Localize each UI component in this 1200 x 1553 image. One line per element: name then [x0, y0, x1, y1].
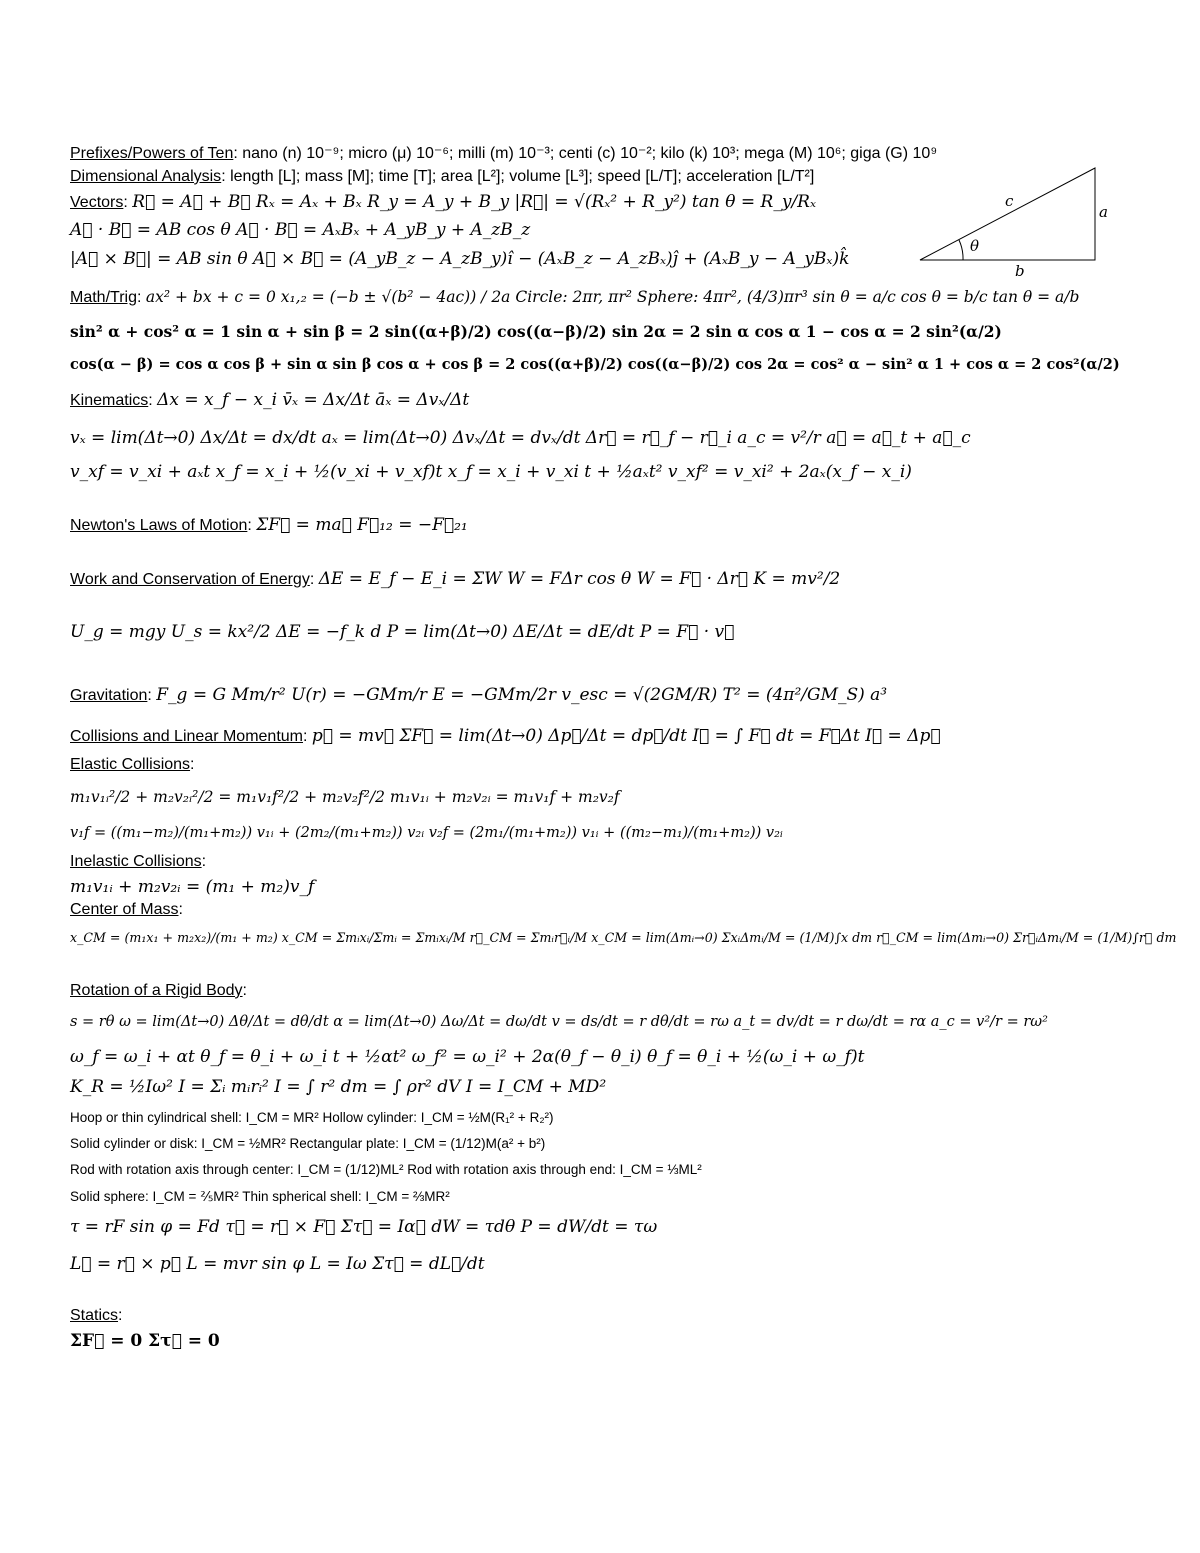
- elastic-heading-row: Elastic Collisions:: [70, 756, 195, 773]
- kinematics-row-1: Kinematics: Δx = x_f − x_i v̄ₓ = Δx/Δt āₓ = Δvₓ/Δt: [70, 390, 470, 410]
- center-heading: Center of Mass: [70, 901, 179, 918]
- center-row: [70, 927, 1176, 949]
- moment-solid-row: [70, 1133, 545, 1155]
- prefixes-text: : nano (n) 10⁻⁹; micro (μ) 10⁻⁶; milli (m) 10⁻³; centi (c) 10⁻²; kilo (k) 10³; mega (M) 10⁶; giga (G) 10⁹: [233, 145, 938, 162]
- triangle-angle-label: θ: [970, 237, 980, 255]
- vectors-heading: Vectors: [70, 194, 124, 211]
- statics-row: [70, 1330, 220, 1353]
- elastic-heading: Elastic Collisions: [70, 756, 191, 773]
- rotation-heading-row: Rotation of a Rigid Body:: [70, 982, 247, 999]
- work-heading: Work and Conservation of Energy: [70, 571, 310, 588]
- dimensional-heading: Dimensional Analysis: [70, 168, 222, 185]
- gravitation-row: Gravitation: F_g = G Mm/r² U(r) = −GMm/r E = −GMm/2r v_esc = √(2GM/R) T² = (4π²/GM_S) a³: [70, 685, 888, 705]
- moment-hoop-row: [70, 1107, 554, 1129]
- newton-row: Newton's Laws of Motion: ΣF⃗ = ma⃗ F⃗₁₂ = −F⃗₂₁: [70, 515, 468, 535]
- inelastic-row: [70, 876, 314, 899]
- center-formula: x_CM = (m₁x₁ + m₂x₂)/(m₁ + m₂) x_CM = Σmᵢxᵢ/Σmᵢ = Σmᵢxᵢ/M r⃗_CM = Σmᵢr⃗ᵢ/M x_CM = lim(Δmᵢ→0) ΣxᵢΔmᵢ/M = (1/M)∫x dm r⃗_CM = lim(Δmᵢ→0) Σr⃗ᵢΔmᵢ/M = (1/M)∫r⃗ dm: [70, 930, 1177, 945]
- inelastic-formula: m₁v₁ᵢ + m₂v₂ᵢ = (m₁ + m₂)v_f: [70, 877, 315, 897]
- statics-formula: ΣF⃗ = 0 Στ⃗ = 0: [70, 1331, 220, 1351]
- elastic-row-1: [70, 786, 620, 809]
- collisions-heading: Collisions and Linear Momentum: [70, 728, 303, 745]
- kinematics-formula-3: v_xf = v_xi + aₓt x_f = x_i + ½(v_xi + v_xf)t x_f = x_i + v_xi t + ½aₓt² v_xf² = v_xi² + 2aₓ(x_f − x_i): [70, 462, 912, 482]
- dimensional-row: [70, 166, 814, 188]
- rotation-formula-1: s = rθ ω = lim(Δt→0) Δθ/Δt = dθ/dt α = lim(Δt→0) Δω/Δt = dω/dt v = ds/dt = r dθ/dt = rω a_t = dv/dt = r dω/dt = rα a_c = v²/r = rω²: [70, 1014, 1048, 1030]
- rotation-row-3: [70, 1076, 606, 1099]
- newton-heading: Newton's Laws of Motion: [70, 517, 248, 534]
- rotation-heading: Rotation of a Rigid Body: [70, 982, 243, 999]
- moment-rod-row: [70, 1159, 702, 1181]
- work-formula-1: ΔE = E_f − E_i = ΣW W = FΔr cos θ W = F⃗ · Δr⃗ K = mv²/2: [318, 569, 841, 589]
- moment-hoop-text: Hoop or thin cylindrical shell: I_CM = MR² Hollow cylinder: I_CM = ½M(R₁² + R₂²): [70, 1110, 554, 1125]
- statics-heading: Statics: [70, 1307, 119, 1324]
- gravitation-formula: F_g = G Mm/r² U(r) = −GMm/r E = −GMm/2r v_esc = √(2GM/R) T² = (4π²/GM_S) a³: [156, 685, 888, 705]
- trig-formula-1: ax² + bx + c = 0 x₁,₂ = (−b ± √(b² − 4ac)) / 2a Circle: 2πr, πr² Sphere: 4πr², (4/3)πr³ sin θ = a/c cos θ = b/c tan θ = a/b: [145, 288, 1080, 306]
- trig-row-2: [70, 321, 1002, 344]
- collisions-row: Collisions and Linear Momentum: p⃗ = mv⃗ ΣF⃗ = lim(Δt→0) Δp⃗/Δt = dp⃗/dt I⃗ = ∫ F⃗ dt = F⃗Δt I⃗ = Δp⃗: [70, 726, 941, 746]
- elastic-formula-1: m₁v₁ᵢ²/2 + m₂v₂ᵢ²/2 = m₁v₁f²/2 + m₂v₂f²/2 m₁v₁ᵢ + m₂v₂ᵢ = m₁v₁f + m₂v₂f: [70, 788, 620, 806]
- kinematics-row-3: [70, 461, 912, 484]
- vectors-row-3: [70, 248, 849, 271]
- gravitation-heading: Gravitation: [70, 687, 148, 704]
- work-row-1: Work and Conservation of Energy: ΔE = E_f − E_i = ΣW W = FΔr cos θ W = F⃗ · Δr⃗ K = mv²/2: [70, 569, 841, 589]
- kinematics-row-2: [70, 427, 971, 450]
- center-heading-row: Center of Mass:: [70, 901, 183, 918]
- triangle-adj-label: b: [1015, 262, 1025, 280]
- prefixes-row: [70, 143, 937, 165]
- trig-formula-3: cos(α − β) = cos α cos β + sin α sin β cos α + cos β = 2 cos((α+β)/2) cos((α−β)/2) cos 2α = cos² α − sin² α 1 + cos α = 2 cos²(α/2): [70, 356, 1120, 373]
- trig-row-1: Math/Trig: ax² + bx + c = 0 x₁,₂ = (−b ± √(b² − 4ac)) / 2a Circle: 2πr, πr² Sphere: 4πr², (4/3)πr³ sin θ = a/c cos θ = b/c tan θ = a/b: [70, 288, 1080, 306]
- triangle-opp-label: a: [1099, 203, 1108, 221]
- vectors-formula-2: A⃗ · B⃗ = AB cos θ A⃗ · B⃗ = AₓBₓ + A_yB_y + A_zB_z: [70, 220, 531, 240]
- moment-solid-text: Solid cylinder or disk: I_CM = ½MR² Rectangular plate: I_CM = (1/12)M(a² + b²): [70, 1136, 546, 1151]
- inelastic-heading: Inelastic Collisions: [70, 853, 202, 870]
- triangle-hyp-label: c: [1005, 192, 1014, 210]
- prefixes-heading: Prefixes/Powers of Ten: [70, 145, 234, 162]
- statics-heading-row: Statics:: [70, 1307, 123, 1324]
- work-row-2: [70, 621, 734, 644]
- vectors-formula-3: |A⃗ × B⃗| = AB sin θ A⃗ × B⃗ = (A_yB_z − A_zB_y)î − (AₓB_z − A_zBₓ)ĵ + (AₓB_y − A_yBₓ)k̂: [70, 249, 850, 269]
- work-formula-2: U_g = mgy U_s = kx²/2 ΔE = −f_k d P = lim(Δt→0) ΔE/Δt = dE/dt P = F⃗ · v⃗: [70, 622, 735, 642]
- inelastic-heading-row: Inelastic Collisions:: [70, 853, 207, 870]
- vectors-formula-1: R⃗ = A⃗ + B⃗ Rₓ = Aₓ + Bₓ R_y = A_y + B_y |R⃗| = √(Rₓ² + R_y²) tan θ = R_y/Rₓ: [132, 192, 817, 212]
- vectors-row-2: [70, 219, 530, 242]
- collisions-formula: p⃗ = mv⃗ ΣF⃗ = lim(Δt→0) Δp⃗/Δt = dp⃗/dt I⃗ = ∫ F⃗ dt = F⃗Δt I⃗ = Δp⃗: [311, 726, 941, 746]
- rotation-row-2: [70, 1046, 864, 1069]
- rotation-row-1: [70, 1011, 1048, 1033]
- trig-heading: Math/Trig: [70, 289, 137, 306]
- newton-formula: ΣF⃗ = ma⃗ F⃗₁₂ = −F⃗₂₁: [256, 515, 468, 535]
- trig-formula-2: sin² α + cos² α = 1 sin α + sin β = 2 sin((α+β)/2) cos((α−β)/2) sin 2α = 2 sin α cos α 1 − cos α = 2 sin²(α/2): [70, 322, 1002, 341]
- elastic-row-2: [70, 822, 783, 844]
- angular-momentum-formula: L⃗ = r⃗ × p⃗ L = mvr sin φ L = Iω Στ⃗ = dL⃗/dt: [70, 1254, 485, 1274]
- dimensional-text: : length [L]; mass [M]; time [T]; area [L²]; volume [L³]; speed [L/T]; acceleration [L/T²]: [221, 168, 815, 185]
- moment-sphere-row: [70, 1186, 450, 1208]
- elastic-formula-2: v₁f = ((m₁−m₂)/(m₁+m₂)) v₁ᵢ + (2m₂/(m₁+m₂)) v₂ᵢ v₂f = (2m₁/(m₁+m₂)) v₁ᵢ + ((m₂−m₁)/(m₁+m₂)) v₂ᵢ: [70, 825, 783, 841]
- angular-momentum-row: [70, 1253, 485, 1276]
- vectors-row-1: Vectors: R⃗ = A⃗ + B⃗ Rₓ = Aₓ + Bₓ R_y = A_y + B_y |R⃗| = √(Rₓ² + R_y²) tan θ = R_y/Rₓ: [70, 192, 817, 212]
- kinematics-formula-2: vₓ = lim(Δt→0) Δx/Δt = dx/dt aₓ = lim(Δt→0) Δvₓ/Δt = dvₓ/dt Δr⃗ = r⃗_f − r⃗_i a_c = v²/r a⃗ = a⃗_t + a⃗_c: [70, 428, 971, 448]
- kinematics-formula-1: Δx = x_f − x_i v̄ₓ = Δx/Δt āₓ = Δvₓ/Δt: [157, 390, 470, 410]
- rotation-formula-2: ω_f = ω_i + αt θ_f = θ_i + ω_i t + ½αt² ω_f² = ω_i² + 2α(θ_f − θ_i) θ_f = θ_i + ½(ω_i + ω_f)t: [70, 1047, 865, 1067]
- trig-row-3: [70, 354, 1120, 376]
- torque-row: [70, 1216, 657, 1239]
- kinematics-heading: Kinematics: [70, 392, 149, 409]
- rotation-formula-3: K_R = ½Iω² I = Σᵢ mᵢrᵢ² I = ∫ r² dm = ∫ ρr² dV I = I_CM + MD²: [70, 1077, 607, 1097]
- moment-sphere-text: Solid sphere: I_CM = ⅖MR² Thin spherical shell: I_CM = ⅔MR²: [70, 1189, 450, 1204]
- torque-formula: τ = rF sin φ = Fd τ⃗ = r⃗ × F⃗ Στ⃗ = Iα⃗ dW = τdθ P = dW/dt = τω: [70, 1217, 658, 1237]
- moment-rod-text: Rod with rotation axis through center: I_CM = (1/12)ML² Rod with rotation axis through end: I_CM = ⅓ML²: [70, 1162, 702, 1177]
- right-triangle-diagram: [915, 160, 1115, 280]
